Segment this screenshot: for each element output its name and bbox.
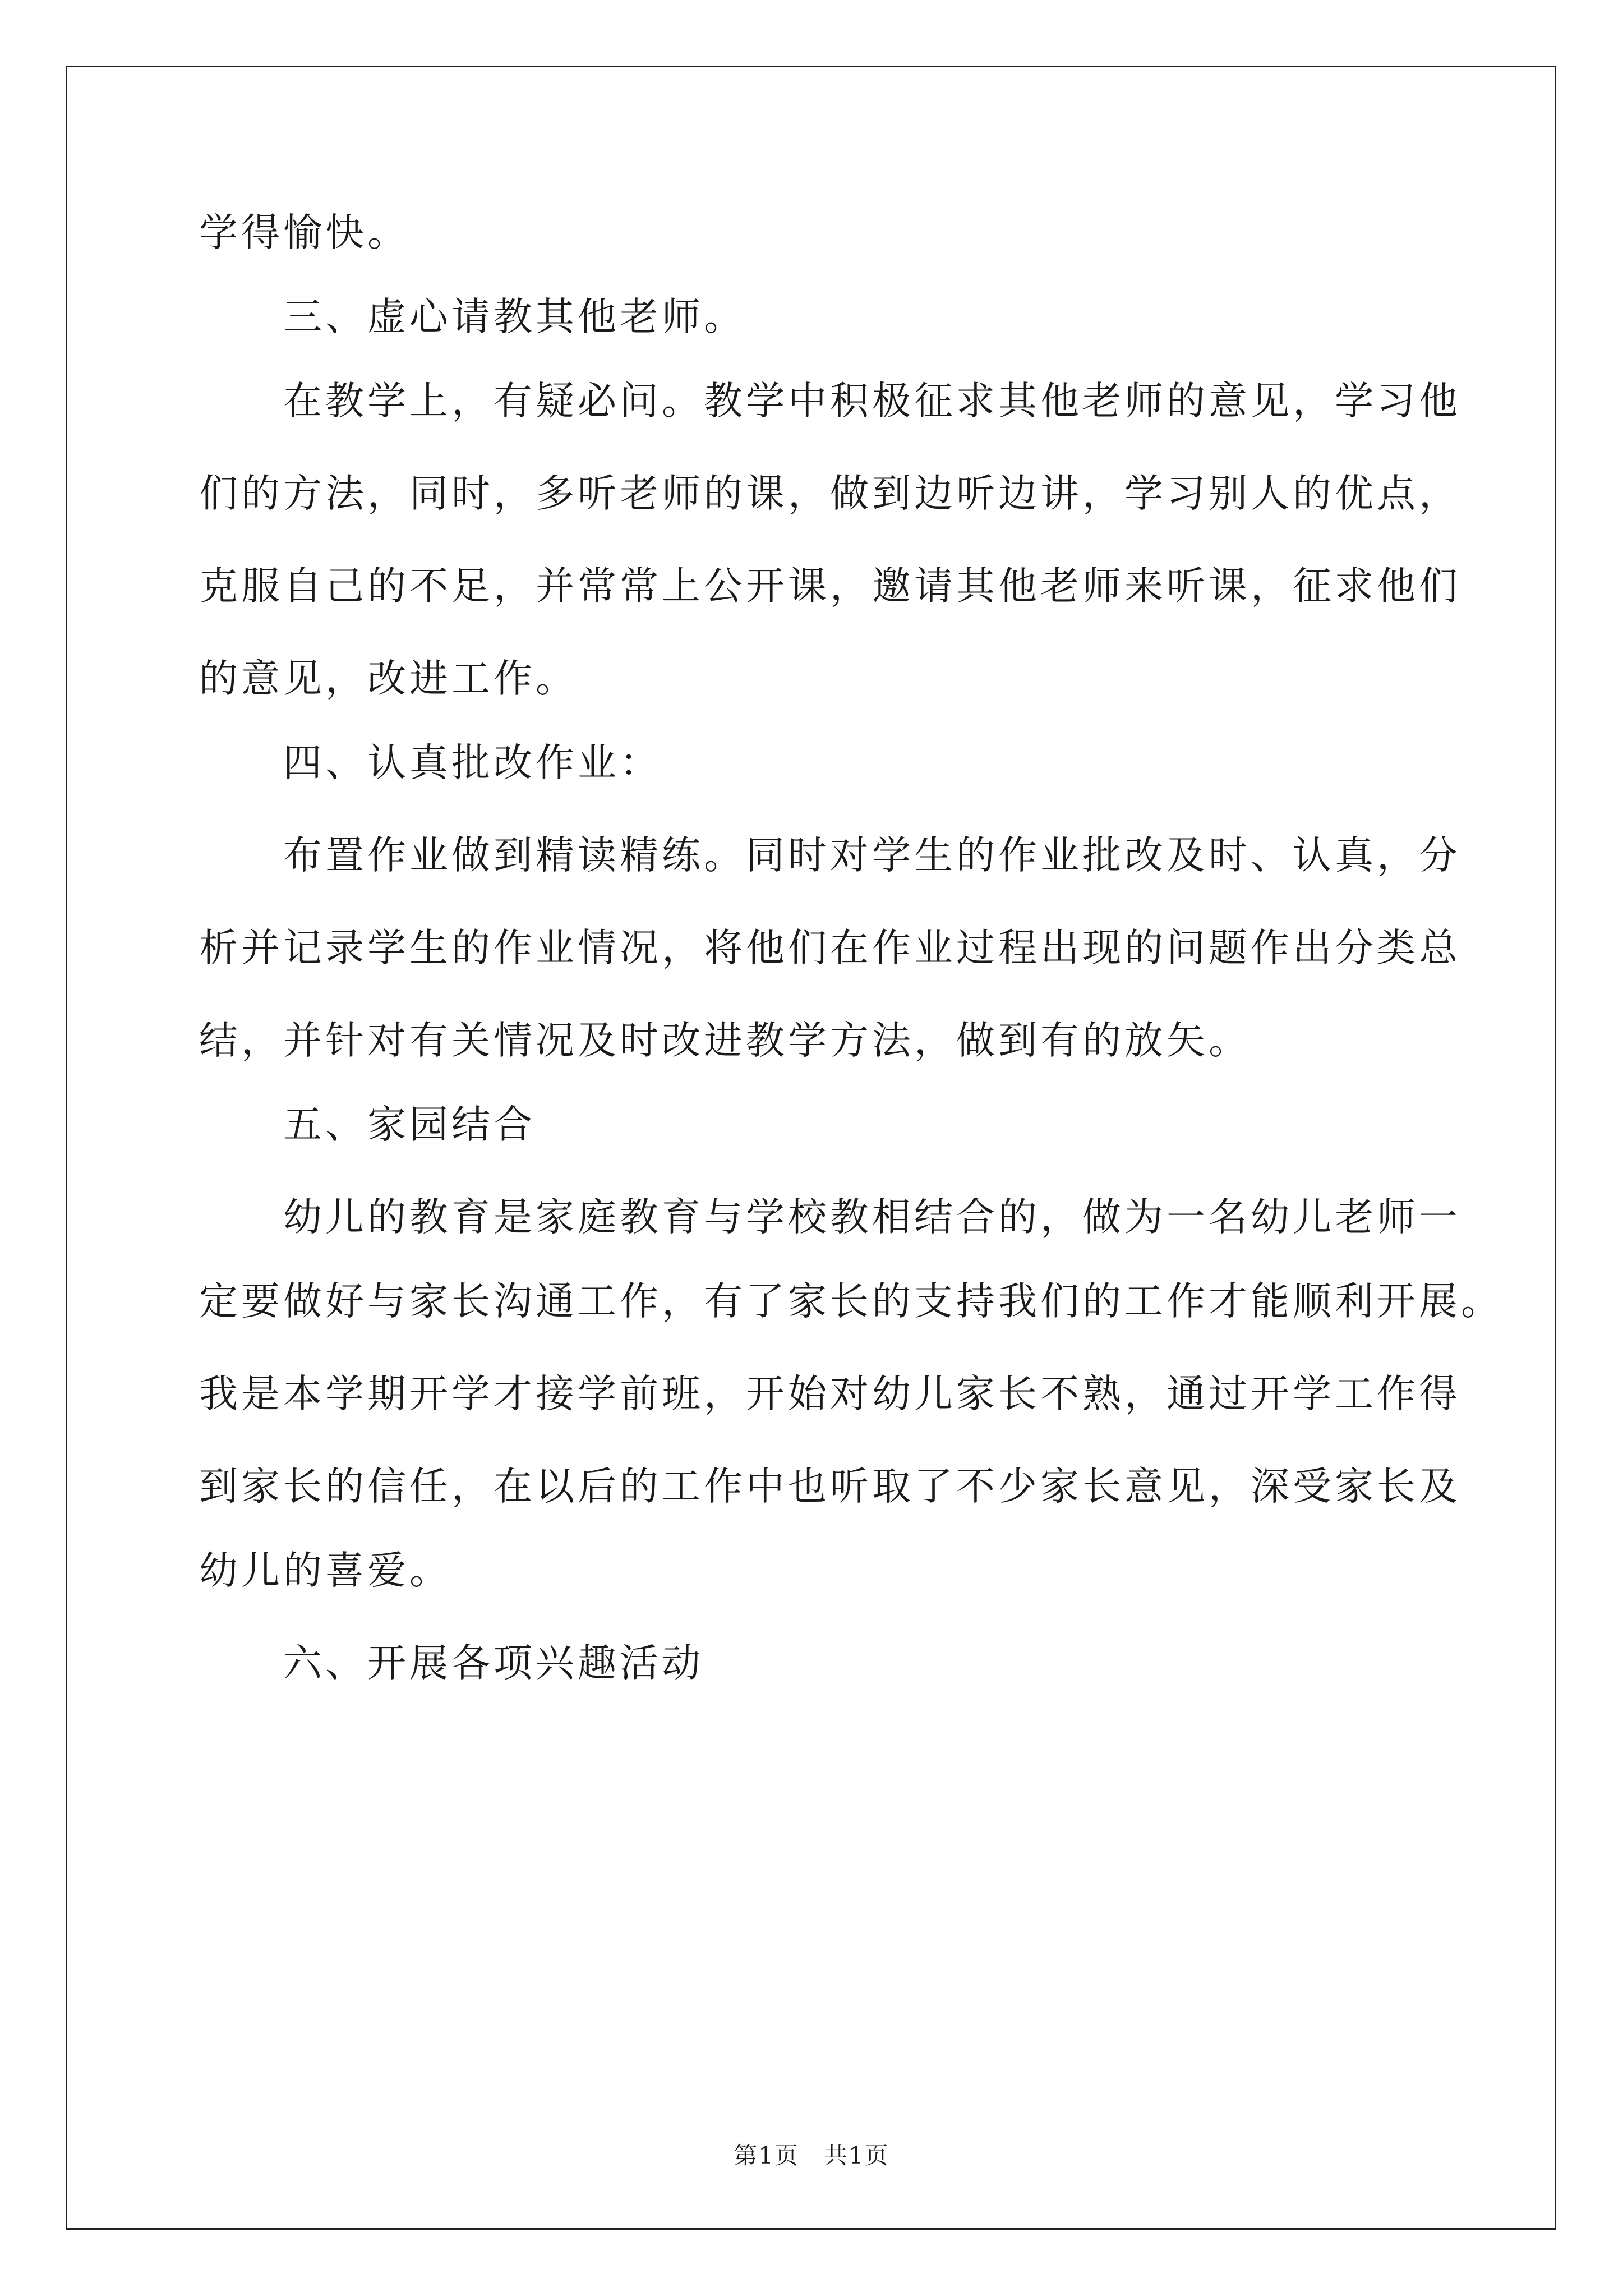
paragraph-line: 幼儿的喜爱。 (199, 1548, 451, 1593)
paragraph-line: 在教学上，有疑必问。教学中积极征求其他老师的意见，学习他 (283, 379, 1461, 424)
paragraph-line: 结，并针对有关情况及时改进教学方法，做到有的放矢。 (199, 1018, 1251, 1063)
paragraph-line: 布置作业做到精读精练。同时对学生的作业批改及时、认真，分 (283, 833, 1461, 878)
section-heading-6: 六、开展各项兴趣活动 (283, 1641, 704, 1686)
paragraph-line: 克服自己的不足，并常常上公开课，邀请其他老师来听课，征求他们 (199, 564, 1461, 609)
paragraph-line: 定要做好与家长沟通工作，有了家长的支持我们的工作才能顺利开展。 (199, 1279, 1503, 1324)
page-number: 第1页 共1页 (734, 2142, 889, 2169)
section-heading-4: 四、认真批改作业： (283, 740, 662, 785)
section-heading-5: 五、家园结合 (283, 1102, 536, 1147)
paragraph-line: 我是本学期开学才接学前班，开始对幼儿家长不熟，通过开学工作得 (199, 1372, 1461, 1416)
paragraph-line: 的意见，改进工作。 (199, 656, 578, 701)
text-line: 学得愉快。 (199, 210, 409, 255)
paragraph-line: 到家长的信任，在以后的工作中也听取了不少家长意见，深受家长及 (199, 1464, 1461, 1509)
section-heading-3: 三、虚心请教其他老师。 (283, 295, 746, 339)
paragraph-line: 们的方法，同时，多听老师的课，做到边听边讲，学习别人的优点， (199, 471, 1461, 516)
paragraph-line: 析并记录学生的作业情况，将他们在作业过程出现的问题作出分类总 (199, 926, 1461, 970)
paragraph-line: 幼儿的教育是家庭教育与学校教相结合的，做为一名幼儿老师一 (283, 1195, 1461, 1240)
